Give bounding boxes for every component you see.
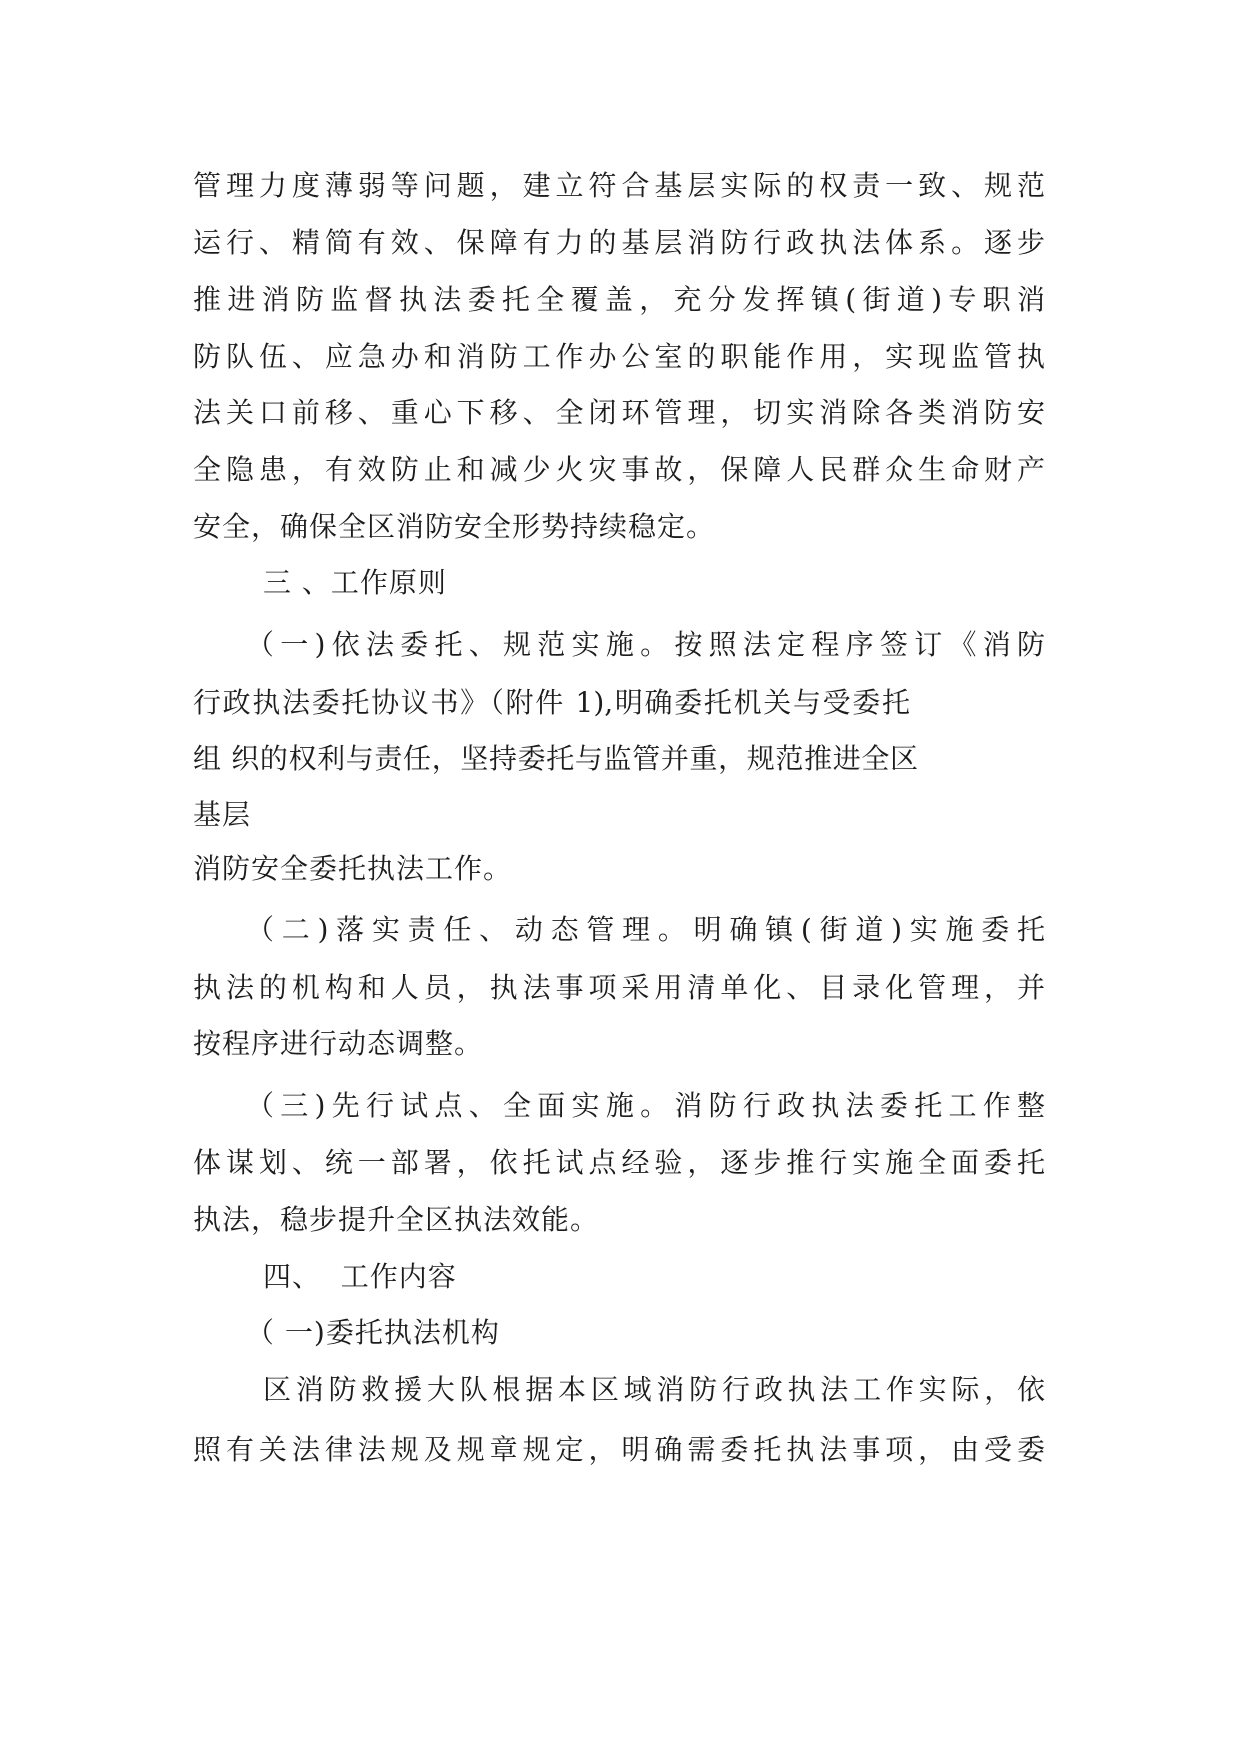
text-line: 区消防救援大队根据本区域消防行政执法工作实际，依 <box>263 1373 1045 1406</box>
text-line: 体谋划、统一部署，依托试点经验，逐步推行实施全面委托 <box>193 1146 1045 1179</box>
text-line: 照有关法律法规及规章规定，明确需委托执法事项，由受委 <box>193 1433 1045 1466</box>
section-heading: 三 、工作原则 <box>263 566 447 599</box>
text-line: （二)落实责任、动态管理。明确镇(街道)实施委托 <box>246 913 1045 946</box>
text-line: 防队伍、应急办和消防工作办公室的职能作用，实现监管执 <box>193 340 1045 373</box>
text-line: （一)依法委托、规范实施。按照法定程序签订《消防 <box>246 628 1045 661</box>
text-line: 行政执法委托协议书》（附件 1),明确委托机关与受委托 <box>193 686 910 719</box>
text-line: 推进消防监督执法委托全覆盖，充分发挥镇(街道)专职消 <box>193 283 1045 316</box>
text-line: 执法的机构和人员，执法事项采用清单化、目录化管理，并 <box>193 971 1045 1004</box>
text-line: 基层 <box>193 798 252 831</box>
text-line: 管理力度薄弱等问题，建立符合基层实际的权责一致、规范 <box>193 169 1045 202</box>
text-line: 法关口前移、重心下移、全闭环管理，切实消除各类消防安 <box>193 396 1045 429</box>
text-line: 安全，确保全区消防安全形势持续稳定。 <box>193 510 716 543</box>
text-line: 全隐患，有效防止和减少火灾事故，保障人民群众生命财产 <box>193 453 1045 486</box>
text-line: （三)先行试点、全面实施。消防行政执法委托工作整 <box>246 1089 1045 1122</box>
text-line: 执法，稳步提升全区执法效能。 <box>193 1203 600 1236</box>
text-line: 组 织的权利与责任，坚持委托与监管并重，规范推进全区 <box>193 742 918 775</box>
subsection-heading: （ 一)委托执法机构 <box>246 1316 500 1349</box>
section-heading: 四、 工作内容 <box>263 1260 457 1293</box>
text-line: 消防安全委托执法工作。 <box>193 852 513 885</box>
text-line: 运行、精简有效、保障有力的基层消防行政执法体系。逐步 <box>193 226 1045 259</box>
text-line: 按程序进行动态调整。 <box>193 1027 484 1060</box>
